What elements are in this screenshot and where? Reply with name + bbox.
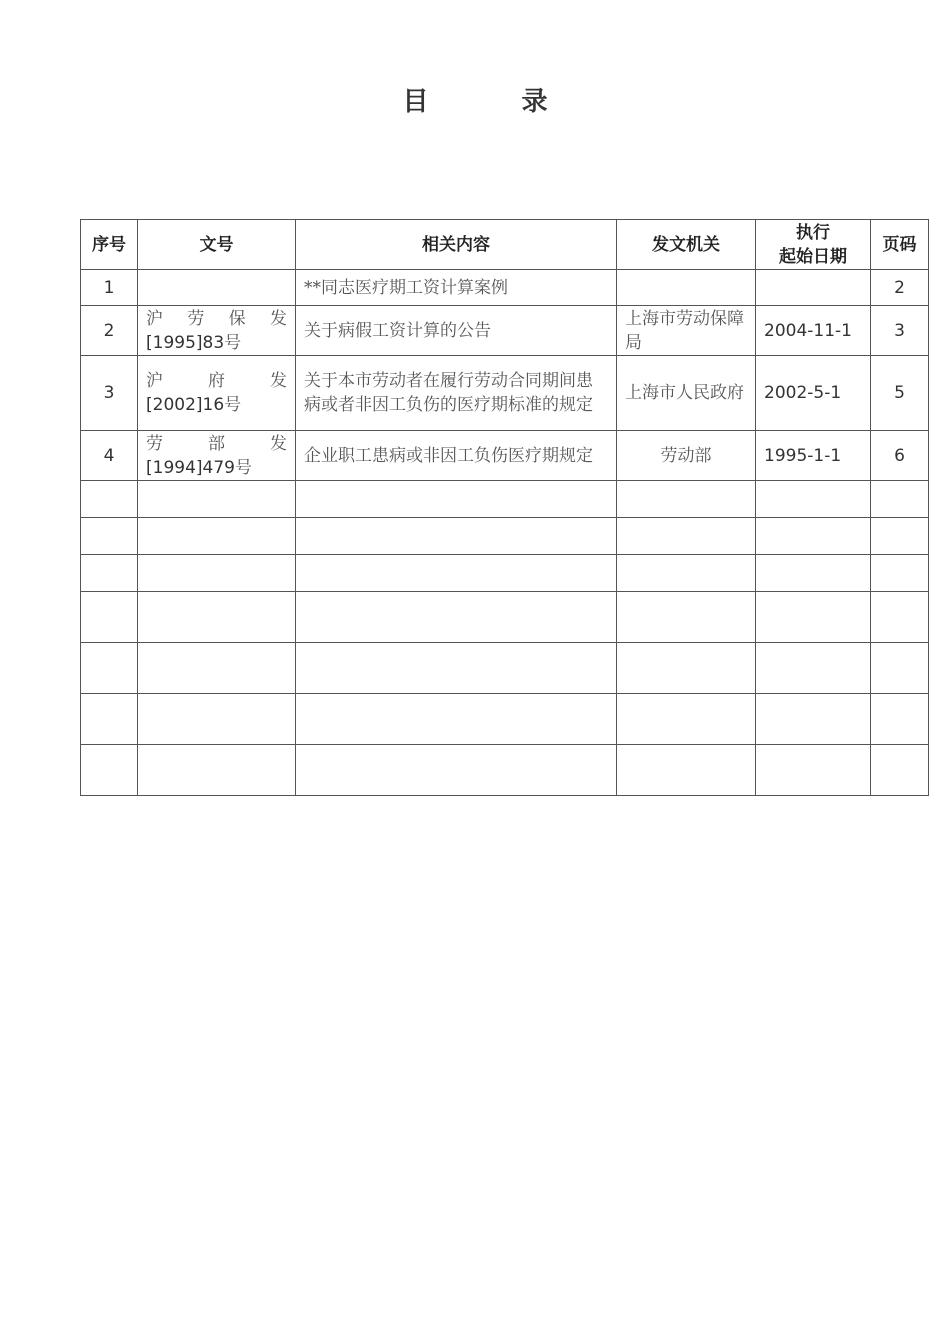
cell-content: **同志医疗期工资计算案例	[296, 270, 617, 306]
empty-cell	[81, 555, 138, 592]
empty-cell	[756, 694, 871, 745]
cell-doc-no	[138, 431, 296, 481]
table-row	[81, 356, 929, 431]
table-row	[81, 306, 929, 356]
table-row	[81, 431, 929, 481]
page-title: 目 录	[402, 87, 590, 117]
empty-cell	[756, 643, 871, 694]
empty-cell	[81, 592, 138, 643]
empty-cell	[871, 643, 929, 694]
cell-issuer: 上海市劳动保障局	[617, 306, 756, 356]
empty-cell	[296, 643, 617, 694]
empty-cell	[871, 555, 929, 592]
empty-cell	[81, 643, 138, 694]
table-row-empty	[81, 481, 929, 518]
cell-date: 2002-5-1	[756, 356, 871, 431]
cell-issuer: 上海市人民政府	[617, 356, 756, 431]
empty-cell	[617, 592, 756, 643]
empty-cell	[296, 592, 617, 643]
doc-suffix: 号	[234, 457, 252, 478]
header-issuer: 发文机关	[617, 220, 756, 270]
doc-number-line	[146, 393, 287, 417]
doc-prefix: 沪府发	[146, 371, 287, 391]
header-seq: 序号	[81, 220, 138, 270]
empty-cell	[756, 518, 871, 555]
empty-cell	[617, 694, 756, 745]
cell-date	[756, 270, 871, 306]
cell-issuer	[617, 270, 756, 306]
empty-cell	[756, 555, 871, 592]
toc-table	[80, 219, 929, 796]
empty-cell	[138, 481, 296, 518]
cell-date: 2004-11-1	[756, 306, 871, 356]
empty-cell	[871, 694, 929, 745]
doc-prefix: 沪劳保发	[146, 308, 287, 329]
header-content: 相关内容	[296, 220, 617, 270]
empty-cell	[617, 643, 756, 694]
cell-doc-no	[138, 356, 296, 431]
empty-cell	[617, 555, 756, 592]
empty-cell	[81, 518, 138, 555]
table-header-row	[81, 220, 929, 270]
cell-page: 2	[871, 270, 929, 306]
empty-cell	[296, 518, 617, 555]
doc-number-line	[146, 456, 287, 480]
empty-cell	[81, 694, 138, 745]
cell-page: 5	[871, 356, 929, 431]
empty-cell	[756, 481, 871, 518]
cell-doc-no	[138, 306, 296, 356]
empty-cell	[296, 481, 617, 518]
empty-cell	[138, 555, 296, 592]
empty-cell	[138, 745, 296, 796]
cell-doc-no	[138, 270, 296, 306]
cell-content: 关于病假工资计算的公告	[296, 306, 617, 356]
header-page: 页码	[871, 220, 929, 270]
empty-cell	[871, 481, 929, 518]
table-row-empty	[81, 518, 929, 555]
doc-prefix: 劳部发	[146, 433, 287, 454]
empty-cell	[871, 745, 929, 796]
doc-number: [1995]83	[146, 332, 225, 353]
table-row-empty	[81, 555, 929, 592]
table-row-empty	[81, 694, 929, 745]
empty-cell	[871, 592, 929, 643]
cell-seq: 4	[81, 431, 138, 481]
cell-issuer: 劳动部	[617, 431, 756, 481]
table-row	[81, 270, 929, 306]
table-row-empty	[81, 592, 929, 643]
table-row-empty	[81, 745, 929, 796]
doc-number: [1994]479	[146, 457, 235, 478]
cell-seq: 3	[81, 356, 138, 431]
empty-cell	[617, 745, 756, 796]
header-date-line1: 执行	[796, 222, 830, 243]
cell-date: 1995-1-1	[756, 431, 871, 481]
empty-cell	[81, 745, 138, 796]
empty-cell	[296, 694, 617, 745]
empty-cell	[296, 745, 617, 796]
empty-cell	[617, 481, 756, 518]
empty-cell	[871, 518, 929, 555]
header-start-date	[756, 220, 871, 270]
doc-number: [2002]16	[146, 395, 225, 415]
empty-cell	[138, 694, 296, 745]
empty-cell	[138, 592, 296, 643]
empty-cell	[138, 518, 296, 555]
empty-cell	[617, 518, 756, 555]
cell-page: 3	[871, 306, 929, 356]
cell-content: 关于本市劳动者在履行劳动合同期间患病或者非因工负伤的医疗期标准的规定	[296, 356, 617, 431]
empty-cell	[756, 592, 871, 643]
doc-number-line	[146, 331, 287, 355]
table-row-empty	[81, 643, 929, 694]
doc-suffix: 号	[224, 332, 242, 353]
cell-content: 企业职工患病或非因工负伤医疗期规定	[296, 431, 617, 481]
cell-page: 6	[871, 431, 929, 481]
cell-seq: 2	[81, 306, 138, 356]
header-doc-no: 文号	[138, 220, 296, 270]
empty-cell	[81, 481, 138, 518]
header-date-line2: 起始日期	[779, 246, 847, 267]
doc-suffix: 号	[224, 395, 242, 415]
cell-seq: 1	[81, 270, 138, 306]
empty-cell	[756, 745, 871, 796]
empty-cell	[296, 555, 617, 592]
empty-cell	[138, 643, 296, 694]
